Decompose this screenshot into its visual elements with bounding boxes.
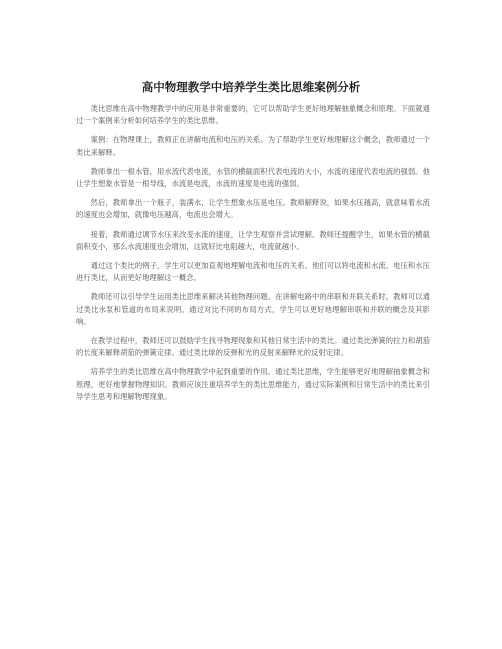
paragraph-water-pressure: 然后，教师拿出一个瓶子，装满水，让学生想象水压是电压。教师解释说，如果水压越高，就意味着水流的速度也会增加，就像电压越高，电流也会增大。: [76, 198, 430, 220]
paragraph-adjust-pressure: 接着，教师通过调节水压来改变水流的速度，让学生观察并尝试理解。教师还提醒学生，如果水管的横截面积变小，那么水流速度也会增加，这就好比电阻越大，电流就越小。: [76, 229, 430, 251]
document-body: [76, 103, 430, 410]
paragraph-intro: 类比思维在高中物理教学中的应用是非常重要的，它可以帮助学生更好地理解抽象概念和原理。下面就通过一个案例来分析如何培养学生的类比思维。: [76, 104, 430, 126]
paragraph-conclusion: 培养学生的类比思维在高中物理教学中起到重要的作用。通过类比思维，学生能够更好地理解抽象概念和原理，更好地掌握物理知识。教师应该注重培养学生的类比思维能力，通过实际案例和日常生活中的类比来引导学生思考和理解物理现象。: [76, 367, 430, 401]
paragraph-case: 案例：在物理课上，教师正在讲解电流和电压的关系。为了帮助学生更好地理解这个概念，教师通过一个类比来解释。: [76, 135, 430, 157]
document-title: 高中物理教学中培养学生类比思维案例分析: [141, 80, 361, 94]
paragraph-water-pipe: 教师拿出一根水管，用水流代表电流，水管的横截面积代表电流的大小，水流的速度代表电流的强弱。他让学生想象水管是一根导线，水流是电流，水流的速度是电流的强弱。: [76, 166, 430, 189]
paragraph-understanding: 通过这个类比的例子，学生可以更加直观地理解电流和电压的关系。他们可以将电流和水流、电压和水压进行类比，从而更好地理解这一概念。: [76, 261, 430, 283]
paragraph-daily-analogies: 在教学过程中，教师还可以鼓励学生找寻物理现象和其他日常生活中的类比。通过类比弹簧的拉力和胡茄的长度来解释胡茄的弹簧定律。通过类比球的反弹和光的反射来解释光的反射定律。: [76, 336, 430, 358]
paragraph-circuits: 教师还可以引导学生运用类比思维来解决其他物理问题。在讲解电路中的串联和并联关系时，教师可以通过类比水泵和管道的布局来说明。通过对比不同的布局方式，学生可以更好地理解串联和并联的概念及其影响。: [76, 292, 430, 326]
